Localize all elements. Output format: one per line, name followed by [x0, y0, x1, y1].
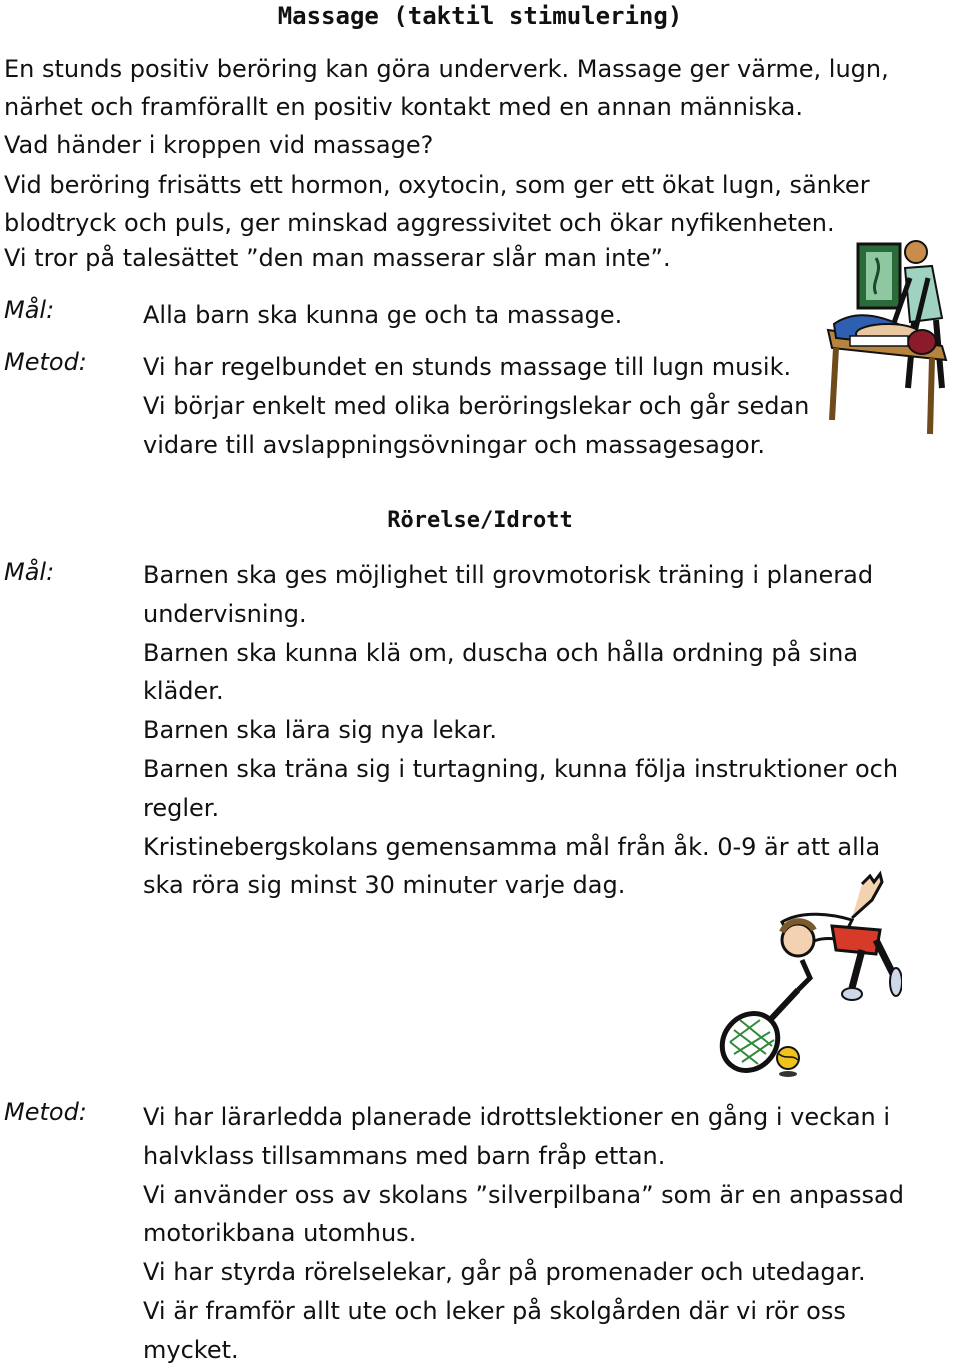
massage-saying: Vi tror på talesättet ”den man masserar slår man inte”. [4, 244, 671, 272]
sport-method-line: motorikbana utomhus. [143, 1219, 417, 1248]
sport-method-block [143, 1098, 904, 1370]
massage-method-block [143, 348, 809, 464]
massage-intro-line-2: närhet och framförallt en positiv kontakt med en annan människa. [4, 93, 803, 121]
tennis-player-illustration-icon [712, 870, 902, 1080]
sport-goal-label: Mål: [4, 558, 55, 586]
sport-method-line: Vi har lärarledda planerade idrottslektioner en gång i veckan i [143, 1103, 891, 1131]
massage-intro-line-5: blodtryck och puls, ger minskad aggressivitet och ökar nyfikenheten. [4, 209, 835, 237]
sport-goal-line: Barnen ska ges möjlighet till grovmotorisk träning i planerad [143, 561, 874, 589]
massage-intro-line-3: Vad händer i kroppen vid massage? [4, 131, 434, 159]
sport-goal-line: Barnen ska träna sig i turtagning, kunna följa instruktioner och [143, 754, 899, 783]
sport-method-line: Vi använder oss av skolans ”silverpilbana” som är en anpassad [143, 1180, 904, 1209]
massage-method-line: vidare till avslappningsövningar och massagesagor. [143, 430, 766, 459]
sport-method-line: mycket. [143, 1335, 239, 1364]
sport-goal-line: Barnen ska kunna klä om, duscha och hålla ordning på sina [143, 638, 859, 667]
sport-goal-line: undervisning. [143, 599, 307, 628]
sport-title: Rörelse/Idrott [387, 508, 573, 533]
sport-goal-line: ska röra sig minst 30 minuter varje dag. [143, 871, 626, 900]
massage-intro-line-1: En stunds positiv beröring kan göra underverk. Massage ger värme, lugn, [4, 55, 889, 83]
massage-method-label: Metod: [4, 348, 87, 376]
massage-illustration-icon [810, 238, 960, 438]
massage-goal-text: Alla barn ska kunna ge och ta massage. [143, 301, 623, 329]
sport-goal-line: Kristinebergskolans gemensamma mål från åk. 0-9 är att alla [143, 832, 881, 861]
massage-intro-line-4: Vid beröring frisätts ett hormon, oxytocin, som ger ett ökat lugn, sänker [4, 171, 870, 199]
massage-title: Massage (taktil stimulering) [277, 2, 683, 30]
massage-method-line: Vi börjar enkelt med olika beröringslekar och går sedan [143, 391, 810, 420]
massage-goal-label: Mål: [4, 296, 55, 324]
sport-method-label: Metod: [4, 1098, 87, 1126]
massage-method-line: Vi har regelbundet en stunds massage till lugn musik. [143, 353, 792, 381]
sport-method-line: halvklass tillsammans med barn fråp ettan. [143, 1141, 666, 1170]
sport-goal-line: regler. [143, 793, 220, 822]
sport-method-line: Vi är framför allt ute och leker på skolgården där vi rör oss [143, 1296, 846, 1325]
sport-goal-block [143, 556, 898, 905]
sport-goal-line: kläder. [143, 677, 224, 706]
sport-method-line: Vi har styrda rörelselekar, går på promenader och utedagar. [143, 1258, 866, 1287]
sport-goal-line: Barnen ska lära sig nya lekar. [143, 716, 498, 745]
